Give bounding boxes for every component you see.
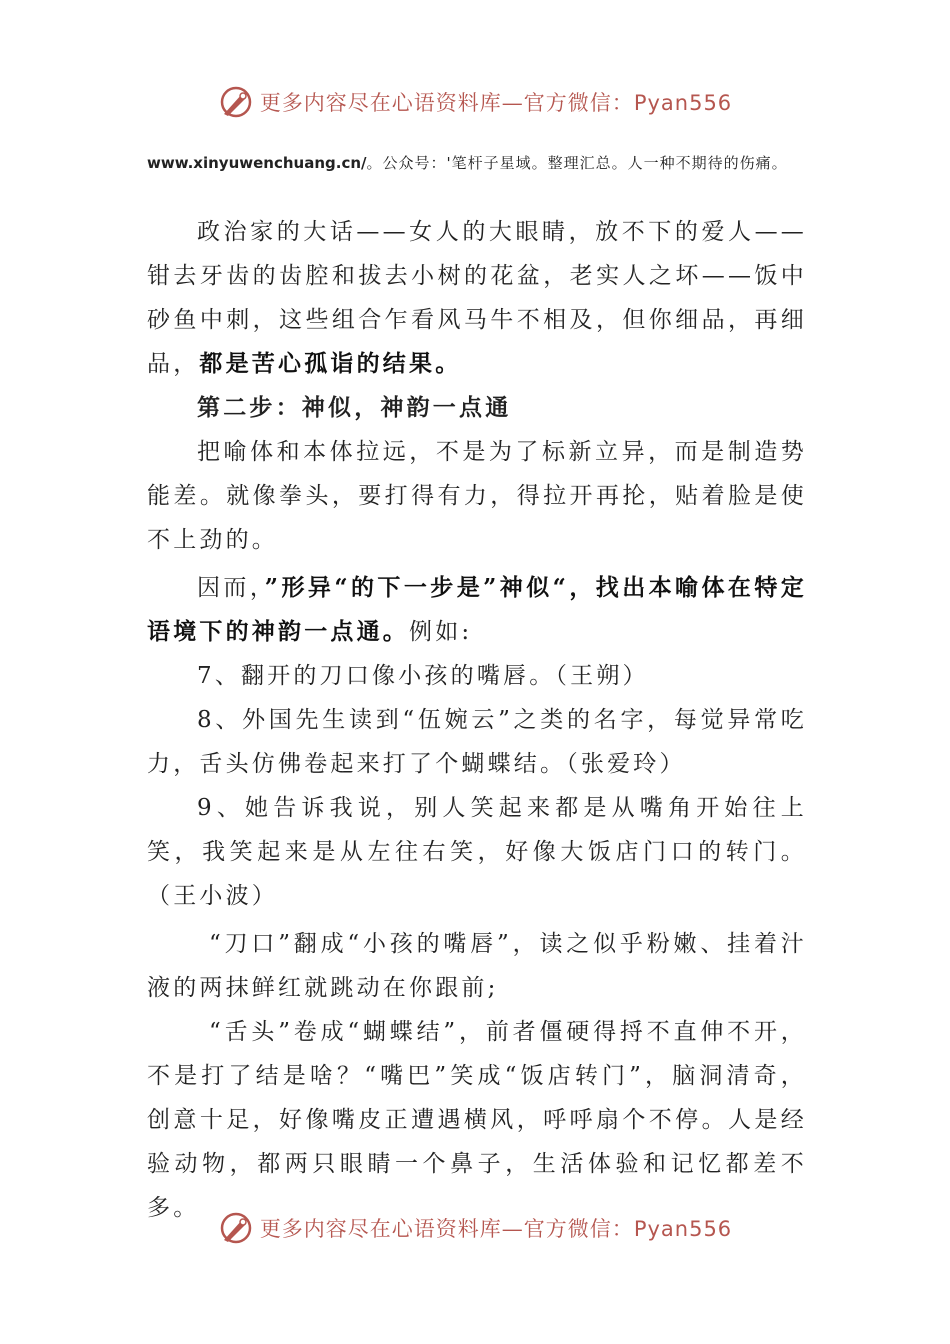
paragraph-4: “刀口”翻成“小孩的嘴唇”，读之似乎粉嫩、挂着汁液的两抹鲜红就跳动在你跟前; [147, 931, 807, 1001]
pen-nib-logo-icon [218, 1210, 254, 1246]
example-9: 9、她告诉我说，别人笑起来都是从嘴角开始往上笑，我笑起来是从左往右笑，好像大饭店门口的转门。（王小波） [147, 795, 807, 909]
site-url: www.xinyuwenchuang.cn/ [147, 154, 367, 172]
paragraph-3: 因而，”形异“的下一步是”神似“，找出本喻体在特定语境下的神韵一点通。例如: [147, 574, 807, 645]
footer-banner [0, 1210, 950, 1250]
wechat-id: Pyan556 [633, 1217, 733, 1241]
banner-text: 更多内容尽在心语资料库—官方微信：Pyan556 [259, 91, 733, 115]
pen-nib-logo-icon [218, 84, 254, 120]
example-7: 7、翻开的刀口像小孩的嘴唇。（王朔） [197, 663, 649, 689]
banner-text: 更多内容尽在心语资料库—官方微信：Pyan556 [259, 1217, 733, 1241]
intro-line [147, 150, 807, 176]
wechat-id: Pyan556 [633, 91, 733, 115]
paragraph-1: 政治家的大话——女人的大眼睛，放不下的爱人——钳去牙齿的齿腔和拔去小树的花盆，老实人之坏——饭中砂鱼中刺，这些组合乍看风马牛不相及，但你细品，再细品，都是苦心孤诣的结果。 [147, 219, 807, 377]
paragraph-2: 把喻体和本体拉远，不是为了标新立异，而是制造势能差。就像拳头，要打得有力，得拉开再抡，贴着脸是使不上劲的。 [147, 439, 807, 553]
intro-text: 。公众号：'笔杆子星域。整理汇总。人一种不期待的伤痛。 [366, 154, 788, 172]
paragraph-5: “舌头”卷成“蝴蝶结”，前者僵硬得捋不直伸不开，不是打了结是啥？“嘴巴”笑成“饭店转门”，脑洞清奇，创意十足，好像嘴皮正遭遇横风，呼呼扇个不停。人是经验动物，都两只眼睛一个鼻子，生活体验和记忆都差不多。 [147, 1019, 807, 1221]
article-body [147, 210, 807, 1230]
example-8: 8、外国先生读到“伍婉云”之类的名字，每觉异常吃力，舌头仿佛卷起来打了个蝴蝶结。（张爱玲） [147, 707, 807, 777]
header-banner [0, 84, 950, 124]
section-heading: 第二步：神似，神韵一点通 [197, 394, 512, 421]
